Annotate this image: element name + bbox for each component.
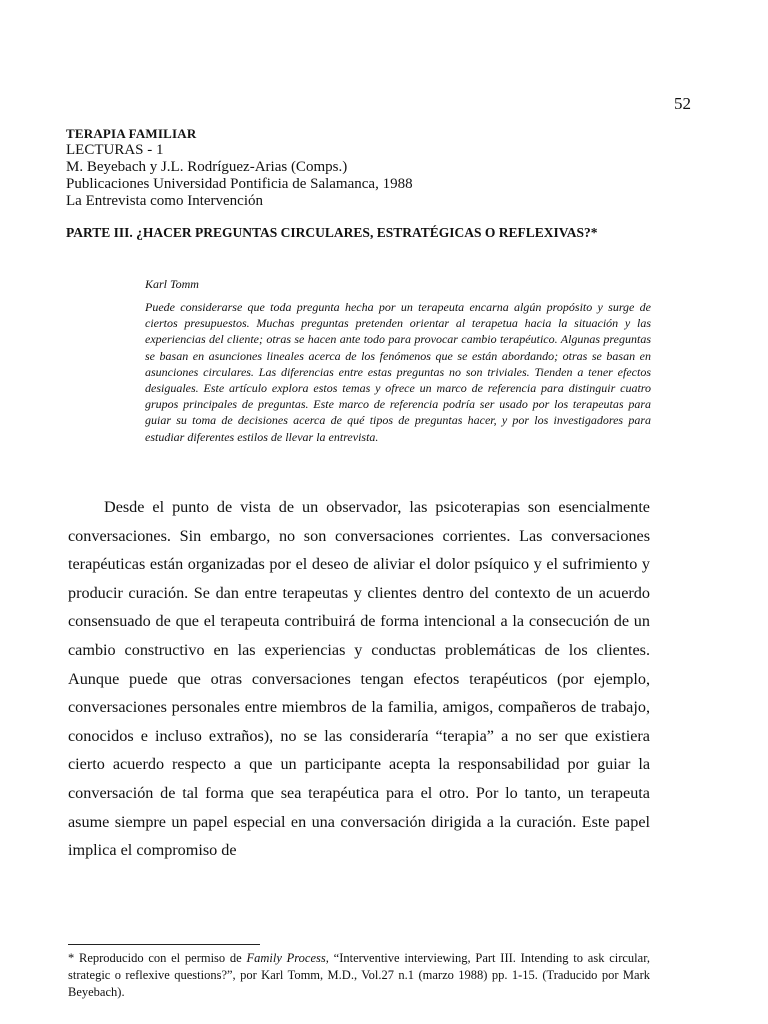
footnote-prefix: * Reproducido con el permiso de (68, 951, 247, 965)
page-number: 52 (674, 94, 691, 113)
editors-line: M. Beyebach y J.L. Rodríguez-Arias (Comps.) (66, 159, 348, 175)
body-paragraph: Desde el punto de vista de un observador, las psicoterapias son esencialmente conversaciones. Sin embargo, no son conversaciones corrientes. Las conversaciones terapéuticas están organizadas por el deseo de aliviar el dolor psíquico y el sufrimiento y producir curación. Se dan entre terapeutas y clientes dentro del contexto de un acuerdo consensuado de que el terapeuta contribuirá de forma intencional a la consecución de un cambio constructivo en las experiencias y conductas problemáticas de los clientes. Aunque puede que otras conversaciones tengan efectos terapéuticos (por ejemplo, conversaciones personales entre miembros de la familia, amigos, compañeros de trabajo, conocidos e incluso extraños), no se las consideraría “terapia” a no ser que existiera cierto acuerdo respecto a que un participante acepta la responsabilidad por guiar la conversación de tal forma que sea terapéutica para el otro. Por lo tanto, un terapeuta asume siempre un papel especial en una conversación dirigida a la curación. Este papel implica el compromiso de (68, 498, 650, 860)
author-name: Karl Tomm (145, 277, 199, 291)
book-title: La Entrevista como Intervención (66, 193, 264, 209)
footnote (68, 950, 650, 1001)
footnote-rest: “Interventive interviewing, Part III. Intending to ask circular, strategic o reflexive questions?”, por Karl Tomm, M.D., Vol.27 n.1 (marzo 1988) pp. 1-15. (Traducido por Mark Beyebach). (68, 951, 650, 999)
abstract: Puede considerarse que toda pregunta hecha por un terapeuta encarna algún propósito y surge de ciertos presupuestos. Muchas preguntas pretenden orientar al terapetua hacia la situación y las experiencias del cliente; otras se hacen ante todo para provocar cambio terapéutico. Algunas preguntas se basan en asunciones lineales acerca de los fenómenos que se están abordando; otras se basan en asunciones circulares. Las diferencias entre estas preguntas no son triviales. Tienden a tener efectos desiguales. Este artículo explora estos temas y ofrece un marco de referencia para distinguir cuatro grupos principales de preguntas. Este marco de referencia podría ser usado por los terapeutas para guiar su toma de decisiones acerca de qué tipos de preguntas hacer, y por los investigadores para estudiar diferentes estilos de llevar la entrevista. (145, 300, 651, 444)
lecturas-label: LECTURAS - 1 (66, 142, 164, 158)
footnote-rule (68, 944, 260, 945)
bibliographic-header (66, 125, 706, 210)
footnote-journal: Family Process, (246, 951, 329, 965)
part-title: PARTE III. ¿HACER PREGUNTAS CIRCULARES, ESTRATÉGICAS O REFLEXIVAS?* (66, 225, 598, 240)
publisher-line: Publicaciones Universidad Pontificia de Salamanca, 1988 (66, 176, 413, 192)
series-title: TERAPIA FAMILIAR (66, 126, 197, 141)
